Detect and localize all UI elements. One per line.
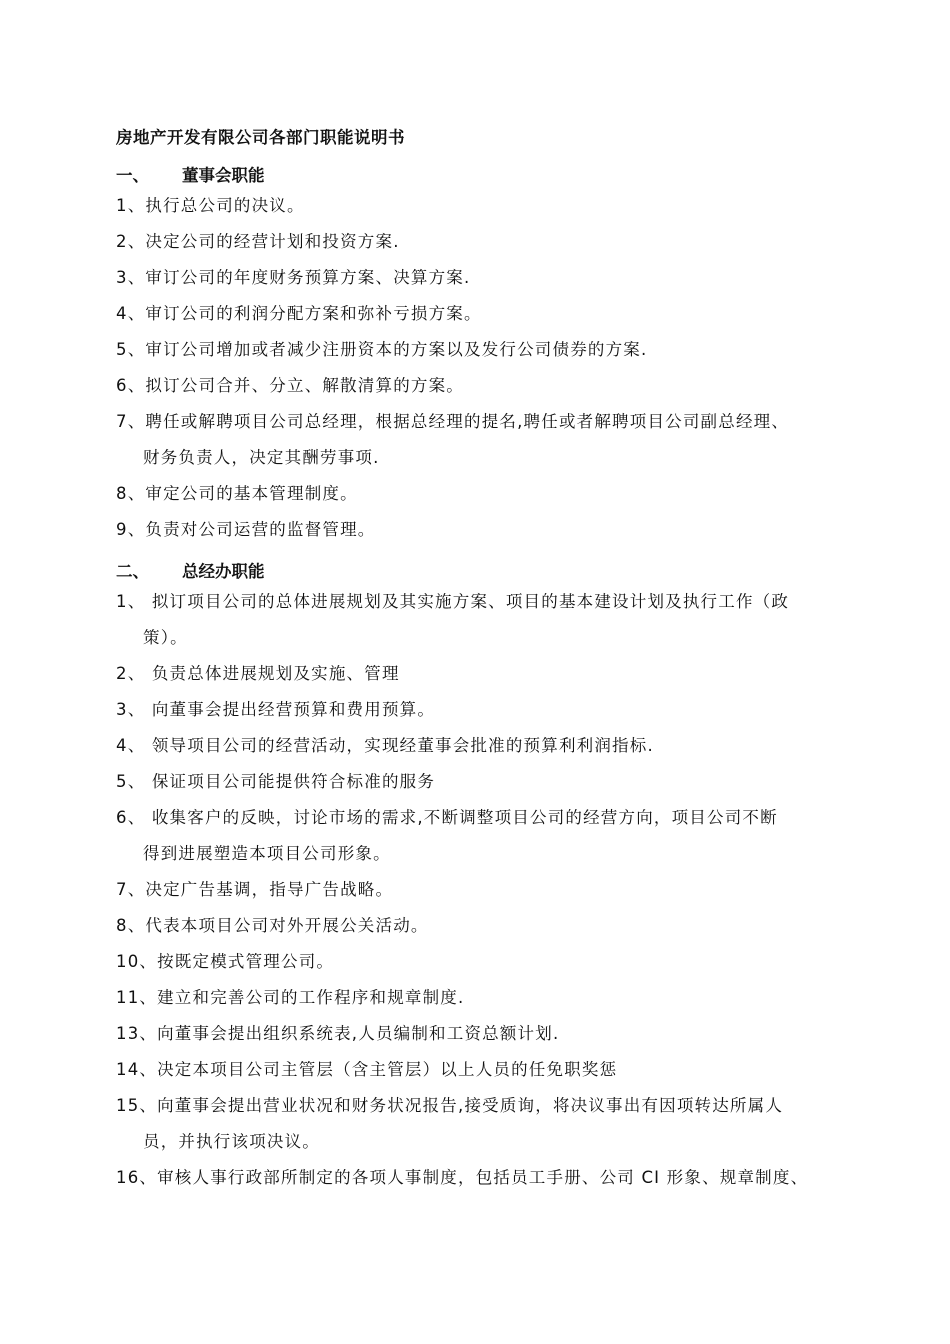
list-item: 1、执行总公司的决议。 — [116, 196, 305, 215]
list-item: 15、向董事会提出营业状况和财务状况报告,接受质询，将决议事出有因项转达所属人 员，并执行该项决议。 — [116, 1088, 854, 1160]
list-item: 14、决定本项目公司主管层（含主管层）以上人员的任免职奖惩 — [116, 1060, 618, 1079]
section-heading — [116, 558, 265, 582]
document-title: 房地产开发有限公司各部门职能说明书 — [116, 128, 405, 147]
list-item-continuation: 财务负责人，决定其酬劳事项. — [143, 448, 380, 467]
list-item: 5、 保证项目公司能提供符合标准的服务 — [116, 772, 436, 791]
list-item: 11、建立和完善公司的工作程序和规章制度. — [116, 988, 465, 1007]
section-number: 二、 — [116, 562, 149, 581]
list-item: 2、 负责总体进展规划及实施、管理 — [116, 664, 400, 683]
list-item: 2、决定公司的经营计划和投资方案. — [116, 232, 400, 251]
list-item: 13、向董事会提出组织系统表,人员编制和工资总额计划. — [116, 1024, 560, 1043]
section-title: 董事会职能 — [182, 166, 265, 185]
list-item-continuation: 得到进展塑造本项目公司形象。 — [143, 844, 391, 863]
section-number: 一、 — [116, 166, 149, 185]
section-heading — [116, 162, 265, 186]
list-item: 4、审订公司的利润分配方案和弥补亏损方案。 — [116, 304, 482, 323]
list-item: 7、决定广告基调，指导广告战略。 — [116, 880, 394, 899]
list-item: 7、聘任或解聘项目公司总经理，根据总经理的提名,聘任或者解聘项目公司副总经理、 财务负责人，决定其酬劳事项. — [116, 404, 854, 476]
list-item: 4、 领导项目公司的经营活动，实现经董事会批准的预算利利润指标. — [116, 736, 654, 755]
list-item: 6、拟订公司合并、分立、解散清算的方案。 — [116, 376, 465, 395]
list-item: 6、 收集客户的反映，讨论市场的需求,不断调整项目公司的经营方向，项目公司不断 得到进展塑造本项目公司形象。 — [116, 800, 854, 872]
list-item: 3、 向董事会提出经营预算和费用预算。 — [116, 700, 436, 719]
list-item: 16、审核人事行政部所制定的各项人事制度，包括员工手册、公司 CI 形象、规章制度、 — [116, 1168, 809, 1187]
list-item: 8、代表本项目公司对外开展公关活动。 — [116, 916, 429, 935]
list-item-continuation: 员，并执行该项决议。 — [143, 1132, 320, 1151]
list-item: 5、审订公司增加或者减少注册资本的方案以及发行公司债券的方案. — [116, 340, 648, 359]
list-item: 10、按既定模式管理公司。 — [116, 952, 335, 971]
list-item: 8、审定公司的基本管理制度。 — [116, 484, 358, 503]
section-title: 总经办职能 — [182, 562, 265, 581]
list-item: 9、负责对公司运营的监督管理。 — [116, 520, 376, 539]
list-item: 3、审订公司的年度财务预算方案、决算方案. — [116, 268, 471, 287]
list-item: 1、 拟订项目公司的总体进展规划及其实施方案、项目的基本建设计划及执行工作（政 策）。 — [116, 584, 854, 656]
list-item-continuation: 策）。 — [143, 628, 188, 647]
